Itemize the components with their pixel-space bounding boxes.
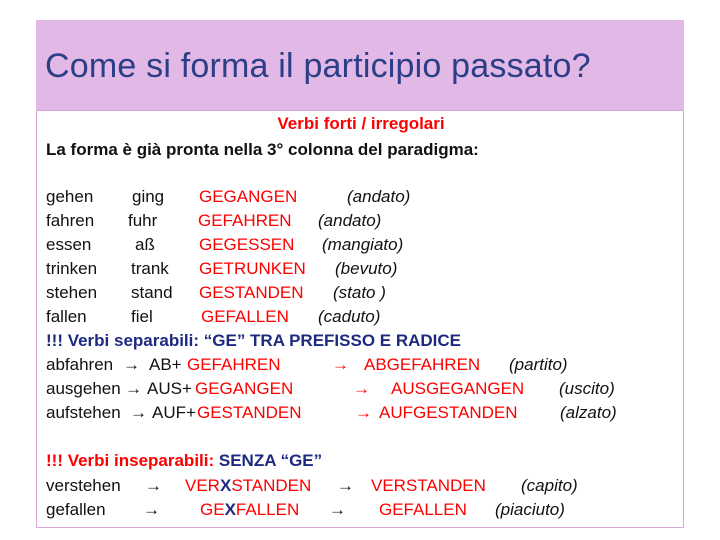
x-mark: X [224,500,236,519]
separable-heading-label: !!! Verbi separabili: [46,331,204,350]
separable-verb: ausgehen [46,379,121,398]
verb-translation: (caduto) [318,307,381,326]
inseparable-result: GEFALLEN [379,500,467,519]
arrow-icon: → [145,476,162,495]
arrow-icon: → [337,476,354,495]
separable-result: ABGEFAHREN [364,355,481,374]
verb-infinitive: fahren [46,211,95,230]
inseparable-heading-label: !!! Verbi inseparabili: [46,451,219,470]
separable-prefix: AB+ [149,355,182,374]
separable-translation: (alzato) [560,403,617,422]
separable-core: GEFAHREN [187,355,281,374]
verb-past: trank [131,259,169,278]
section-heading: Verbi forti / irregolari [277,114,445,133]
arrow-icon: → [332,355,349,374]
separable-core: GESTANDEN [197,403,302,422]
verb-past: aß [135,235,155,254]
verb-past: stand [131,283,173,302]
separable-prefix: AUF+ [152,403,196,422]
verb-infinitive: trinken [46,259,98,278]
verb-translation: (andato) [347,187,411,206]
verb-infinitive: gehen [46,187,94,206]
separable-prefix: AUS+ [147,379,192,398]
construction-root: FALLEN [235,500,300,519]
arrow-icon: → [143,500,160,519]
verb-participle: GEFAHREN [198,211,292,230]
verb-translation: (stato ) [333,283,386,302]
separable-verb: aufstehen [46,403,121,422]
separable-result: AUSGEGANGEN [391,379,525,398]
verb-past: fiel [131,307,153,326]
separable-heading [46,331,461,351]
verb-participle: GEGANGEN [199,187,298,206]
verb-past: ging [132,187,165,206]
inseparable-translation: (capito) [521,476,578,495]
separable-result: AUFGESTANDEN [379,403,518,422]
intro-text: La forma è già pronta nella 3° colonna del paradigma: [46,140,479,159]
page-title: Come si forma il participio passato? [45,47,591,85]
verb-participle: GEFALLEN [201,307,289,326]
verb-translation: (bevuto) [335,259,398,278]
arrow-icon: → [123,355,140,374]
inseparable-heading [46,451,322,471]
x-mark: X [219,476,232,495]
separable-core: GEGANGEN [195,379,294,398]
construction-root: STANDEN [231,476,312,495]
content-panel [36,110,684,528]
construction-prefix: VER [185,476,220,495]
title-banner [36,20,684,110]
separable-translation: (uscito) [559,379,615,398]
inseparable-verb: verstehen [46,476,121,495]
verb-translation: (andato) [318,211,382,230]
inseparable-heading-rule: SENZA “GE” [218,451,323,470]
verb-infinitive: stehen [46,283,98,302]
verb-infinitive: fallen [46,307,87,326]
verb-participle: GESTANDEN [199,283,304,302]
verb-infinitive: essen [46,235,92,254]
verb-past: fuhr [128,211,158,230]
verb-participle: GETRUNKEN [199,259,306,278]
separable-translation: (partito) [509,355,568,374]
arrow-icon: → [329,500,346,519]
separable-verb: abfahren [46,355,114,374]
arrow-icon: → [353,379,370,398]
inseparable-construction [185,476,311,496]
separable-heading-rule: “GE” TRA PREFISSO E RADICE [203,331,461,350]
arrow-icon: → [130,403,147,422]
verb-participle: GEGESSEN [199,235,295,254]
arrow-icon: → [355,403,372,422]
inseparable-verb: gefallen [46,500,106,519]
inseparable-result: VERSTANDEN [371,476,486,495]
arrow-icon: → [125,379,142,398]
inseparable-translation: (piaciuto) [495,500,565,519]
inseparable-construction [200,500,299,520]
verb-translation: (mangiato) [322,235,404,254]
construction-prefix: GE [200,500,225,519]
